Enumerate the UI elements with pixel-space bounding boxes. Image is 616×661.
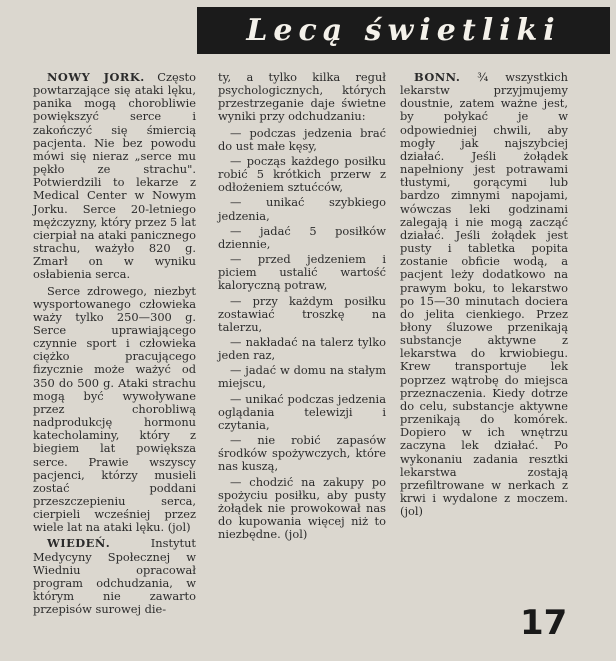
article-new-york-text: Często powtarzające się ataki lęku, panika mogą chorobliwie powiększyć serce i zakończyć się śmiercią pacjenta. Nie bez powodu mówi się nieraz „serce mu pękło ze strachu". Potwierdzili to lekarze z Medical Center w Nowym Jorku. Serce 20-letniego mężczyzny, który przez 5 lat cierpiał na ataki panicznego strachu, ważyło 820 g. Zmarł on w wyniku osłabienia serca. [33, 70, 196, 282]
rule-item: — jadać 5 posiłków dziennie, [218, 223, 386, 251]
dateline-vienna: WIEDEŃ. [47, 536, 111, 551]
article-bonn [400, 71, 568, 518]
column-1 [33, 71, 196, 619]
article-bonn-text: ¾ wszystkich lekarstw przyjmujemy doustnie, zatem ważne jest, by połykać je w odpowiedniej chwili, aby mogły jak najszybciej działać. Jeśli żołądek napełniony jest potrawami tłustymi, gorącymi lub bardzo zimnymi napojami, wówczas leki godzinami zalegają i nie mogą zacząć działać. Jeśli żołądek jest pusty i tabletka popita zostanie obficie wodą, a pacjent leży dodatkowo na prawym boku, to lekarstwo po 15—30 minutach dociera do jelita cienkiego. Przez błony śluzowe przenikają substancje aktywne z lekarstwa do krwiobiegu. Krew transportuje lek poprzez wątrobę do miejsca przeznaczenia. Kiedy dotrze do celu, substancje aktywne przenikają do komórek. Dopiero w ich wnętrzu zaczyna lek działać. Po wykonaniu zadania resztki lekarstwa zostają przefiltrowane w nerkach z krwi i wydalone z moczem. (jol) [400, 70, 568, 519]
header-banner [197, 7, 610, 54]
rule-item: — nakładać na talerz tylko jeden raz, [218, 334, 386, 363]
page-number: 17 [520, 603, 568, 643]
rule-item: — unikać podczas jedzenia oglądania telewizji i czytania, [218, 391, 386, 432]
dateline-new-york: NOWY JORK. [47, 70, 145, 84]
rule-item: — przed jedzeniem i piciem ustalić wartość kaloryczną potraw, [218, 252, 386, 293]
section-title: Lecą świetliki [246, 13, 561, 48]
rule-item: — począs każdego posiłku robić 5 krótkich przerw z odłożeniem sztućców, [218, 153, 386, 195]
rule-item: — nie robić zapasów środków spożywczych, które nas kuszą, [218, 433, 386, 474]
rule-item: — jadać w domu na stałym miejscu, [218, 363, 386, 391]
rule-item: — podczas jedzenia brać do ust małe kęsy, [218, 125, 386, 153]
article-vienna-continued: ty, a tylko kilka reguł psychologicznych, których przestrzeganie daje świetne wyniki przy odchudzaniu: [218, 70, 386, 124]
article-vienna [33, 537, 196, 616]
dateline-bonn: BONN. [414, 70, 461, 84]
rule-item: — unikać szybkiego jedzenia, [218, 195, 386, 223]
rule-item: — chodzić na zakupy po spożyciu posiłku, aby pusty żołądek nie prowokował nas do kupowania więcej niż to niezbędne. (jol) [218, 474, 386, 542]
column-2 [218, 71, 386, 543]
article-new-york-p2: Serce zdrowego, niezbyt wysportowanego człowieka waży tylko 250—300 g. Serce uprawiającego czynnie sport i człowieka ciężko pracującego fizycznie może ważyć od 350 do 500 g. Ataki strachu mogą być wywoływane przez chorobliwą nadprodukcję hormonu katecholaminy, który z biegiem lat powiększa serce. Prawie wszyscy pacjenci, którzy musieli zostać poddani przeszczepieniu serca, cierpieli wcześniej przez wiele lat na ataki lęku. (jol) [33, 283, 196, 535]
rule-item: — przy każdym posiłku zostawiać troszkę na talerzu, [218, 293, 386, 334]
article-new-york [33, 71, 196, 282]
column-3 [400, 71, 568, 521]
article-vienna-text: Instytut Medycyny Społecznej w Wiedniu opracował program odchudzania, w którym nie zawarto przepisów surowej die- [33, 536, 196, 617]
